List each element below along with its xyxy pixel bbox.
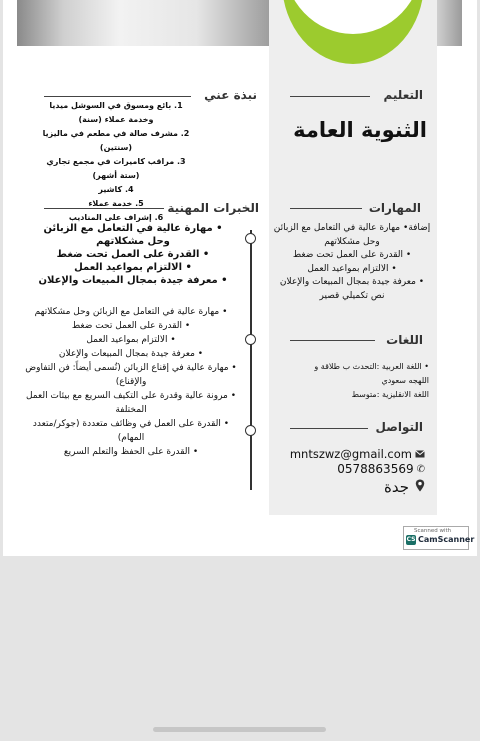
skills-divider — [290, 208, 362, 209]
camscanner-logo-icon: CS — [406, 536, 416, 543]
experience-item: • القدرة على العمل تحت ضغط — [56, 249, 210, 260]
experience-group-1 — [33, 222, 233, 287]
languages-title: اللغات — [386, 333, 423, 347]
language-item: • اللغة العربية :التحدث ب طلاقة و اللهجه سعودي — [314, 362, 429, 385]
education-divider — [290, 96, 370, 97]
experience-item: • الالتزام بمواعيد العمل — [86, 335, 176, 345]
camscanner-badge — [403, 526, 475, 550]
location-pin-icon — [415, 478, 425, 496]
timeline-dot — [245, 233, 256, 244]
skill-item: • الالتزام بمواعيد العمل — [307, 263, 397, 274]
about-item: 3. مراقب كاميرات في مجمع تجاري (ستة أشهر) — [46, 157, 186, 180]
experience-group-2 — [25, 305, 237, 459]
experience-timeline — [250, 230, 252, 490]
about-item: 1. بائع ومسوق في السوشل ميديا وخدمة عملاء (سنة) — [49, 101, 183, 124]
contact-phone[interactable]: 0578863569 — [337, 462, 414, 476]
experience-item: • القدرة على العمل تحت ضغط — [71, 321, 191, 331]
contact-phone-row[interactable] — [303, 461, 425, 477]
contact-divider — [290, 428, 368, 429]
skill-item: إضافة• مهارة عالية في التعامل مع الزبائن وحل مشكلاتهم — [273, 223, 431, 247]
about-title: نبذة عني — [204, 88, 257, 102]
profile-photo — [17, 0, 273, 46]
experience-item: • القدرة على العمل في وظائف متعددة (جوكر/متعدد المهام) — [32, 419, 230, 443]
envelope-icon — [415, 447, 425, 461]
education-degree: الثنوية العامة — [293, 118, 427, 142]
experience-item: • القدرة على الحفظ والتعلم السريع — [63, 447, 199, 457]
contact-title: التواصل — [375, 420, 423, 434]
experience-item: • مهارة عالية في التعامل مع الزبائن وحل مشكلاتهم — [43, 223, 223, 247]
resume-page — [3, 0, 477, 556]
timeline-dot — [245, 334, 256, 345]
skill-item: • القدرة على العمل تحت ضغط — [292, 250, 412, 260]
skills-title: المهارات — [368, 201, 421, 215]
contact-location-row — [303, 477, 425, 497]
experience-item: • معرفة جيدة بمجال المبيعات والإعلان — [58, 349, 204, 359]
experience-item: • الالتزام بمواعيد العمل — [74, 262, 192, 273]
education-title: التعليم — [383, 88, 423, 102]
phone-icon: ✆ — [416, 463, 425, 475]
language-item: اللغة الانقليزية :متوسط — [351, 390, 429, 399]
about-item: 6. إشراف على المناديب — [68, 213, 164, 222]
experience-item: • مرونة عالية وقدرة على التكيف السريع مع بيئات العمل المختلفة — [25, 391, 237, 415]
experience-item: • معرفة جيدة بمجال المبيعات والإعلان — [38, 275, 228, 286]
about-item: 5. خدمة عملاء — [88, 199, 144, 208]
experience-divider — [44, 208, 164, 209]
scanner-brand: CamScanner — [418, 535, 475, 544]
about-item: 4. كاشير — [98, 185, 134, 194]
scanner-caption: Scanned with — [414, 528, 452, 534]
contact-email[interactable]: mntszwz@gmail.com — [289, 447, 412, 461]
experience-item: • مهارة عالية في إقناع الزبائن (تُسمى أيضاً: فن التفاوض والإقناع) — [25, 363, 237, 387]
languages-divider — [290, 340, 375, 341]
timeline-dot — [245, 425, 256, 436]
experience-item: • مهارة عالية في التعامل مع الزبائن وحل مشكلاتهم — [34, 307, 228, 317]
about-divider — [44, 96, 191, 97]
languages-list — [299, 360, 429, 402]
contact-email-row[interactable] — [289, 446, 425, 462]
contact-city: جدة — [383, 478, 409, 496]
skill-item: • معرفة جيدة بمجال المبيعات والإعلان — [279, 277, 425, 287]
profile-photo-edge — [437, 0, 462, 46]
skills-list — [271, 222, 433, 303]
home-indicator[interactable] — [153, 727, 326, 732]
experience-title: الخبرات المهنية — [167, 201, 259, 215]
about-item: 2. مشرف صالة في مطعم في ماليزيا (سنتين) — [42, 129, 190, 152]
skill-item: نص تكميلي قصير — [319, 290, 385, 301]
